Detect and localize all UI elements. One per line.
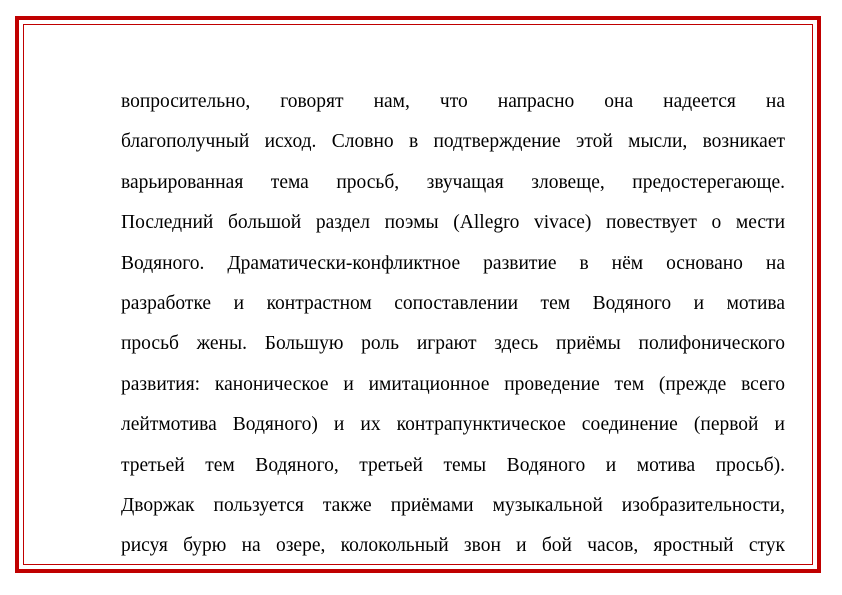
text-line: благополучный исход. Словно в подтверждение этой мысли, возникает — [121, 131, 785, 153]
text-line: Последний большой раздел поэмы (Allegro vivace) повествует о мести — [121, 212, 785, 234]
text-line: третьей тем Водяного, третьей темы Водяного и мотива просьб). — [121, 454, 785, 476]
text-line: Дворжак пользуется также приёмами музыкальной изобразительности, — [121, 494, 785, 516]
text-line: разработке и контрастном сопоставлении тем Водяного и мотива — [121, 292, 785, 314]
text-line: вопросительно, говорят нам, что напрасно она надеется на — [121, 91, 785, 112]
text-line: Водяного. Драматически-конфликтное развитие в нём основано на — [121, 252, 785, 274]
body-text — [121, 82, 785, 567]
text-line: лейтмотива Водяного) и их контрапунктическое соединение (первой и — [121, 414, 785, 436]
text-line: просьб жены. Большую роль играют здесь приёмы полифонического — [121, 333, 785, 355]
text-line: варьированная тема просьб, звучащая зловеще, предостерегающе. — [121, 171, 785, 193]
text-line: развития: каноническое и имитационное проведение тем (прежде всего — [121, 373, 785, 395]
text-line: рисуя бурю на озере, колокольный звон и бой часов, яростный стук — [121, 535, 785, 557]
